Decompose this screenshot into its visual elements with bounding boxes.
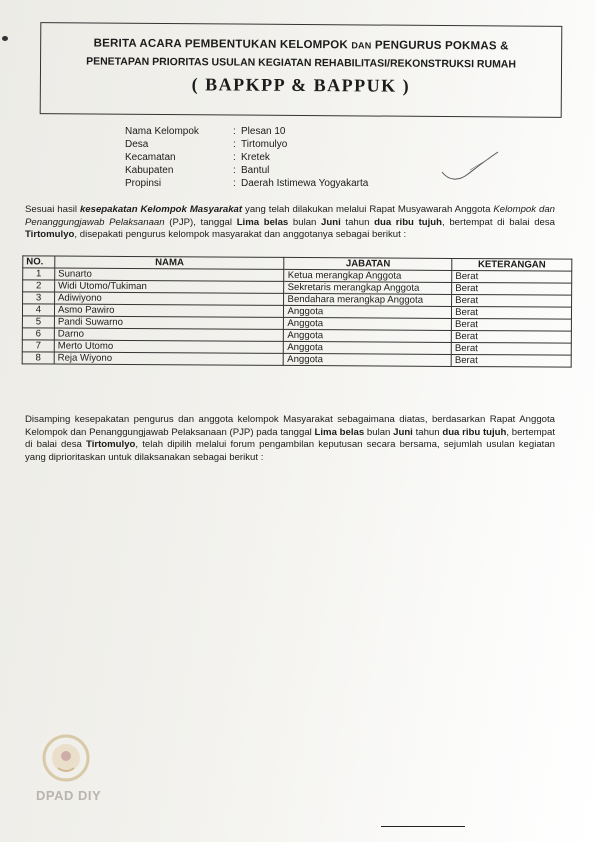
archive-watermark: DPAD DIY — [36, 788, 102, 803]
info-value: Daerah Istimewa Yogyakarta — [241, 178, 369, 189]
info-row — [125, 177, 368, 190]
cell-no: 3 — [23, 292, 55, 304]
text: Disamping kesepakatan pengurus dan anggota kelompok Masyarakat sebagaimana diatas, berdasarkan Rapat Anggota Kelompok dan Penanggungjawab Pelaksanaan (PJP) pada tanggal — [25, 414, 555, 438]
info-separator: : — [233, 178, 236, 189]
cell-nama: Sunarto — [55, 268, 285, 281]
cell-nama: Reja Wiyono — [54, 352, 284, 365]
cell-keterangan: Berat — [451, 342, 571, 355]
info-label: Kabupaten — [125, 165, 174, 176]
col-header-no: NO. — [23, 256, 55, 268]
cell-jabatan: Anggota — [284, 305, 452, 318]
cell-no: 4 — [22, 304, 54, 316]
text: bulan — [364, 426, 394, 438]
cell-keterangan: Berat — [451, 354, 571, 367]
title-line-1-main: BERITA ACARA PEMBENTUKAN KELOMPOK — [93, 37, 349, 52]
col-header-jabatan: JABATAN — [284, 257, 452, 270]
info-separator: : — [233, 126, 236, 137]
date-day: Lima belas — [236, 216, 289, 228]
village-name: Tirtomulyo — [25, 229, 75, 240]
col-header-keterangan: KETERANGAN — [452, 258, 572, 271]
title-line-1 — [41, 37, 561, 53]
footer-rule — [381, 826, 465, 827]
group-info — [125, 125, 368, 190]
info-row — [125, 151, 368, 164]
info-label: Kecamatan — [125, 152, 176, 163]
info-label: Desa — [125, 139, 149, 150]
date-month: Juni — [393, 426, 413, 438]
info-value: Tirtomulyo — [241, 139, 288, 150]
cell-jabatan: Anggota — [284, 329, 452, 342]
info-value: Plesan 10 — [241, 126, 286, 137]
archive-seal-icon — [36, 728, 96, 788]
emphasis-text: kesepakatan Kelompok Masyarakat — [79, 204, 243, 215]
cell-jabatan: Ketua merangkap Anggota — [284, 269, 452, 282]
cell-nama: Widi Utomo/Tukiman — [55, 280, 285, 293]
info-label: Nama Kelompok — [125, 126, 199, 137]
info-row — [125, 125, 368, 138]
cell-nama: Darno — [54, 328, 284, 341]
text: tahun — [412, 426, 443, 438]
title-box — [40, 22, 563, 118]
info-separator: : — [233, 139, 236, 150]
text: , telah dipilih melalui forum pengambilan keputusan secara bersama, sejumlah usulan kegiatan yang diprioritaskan untuk dilaksanakan sebagai berikut : — [25, 439, 555, 463]
cell-keterangan: Berat — [452, 306, 572, 319]
info-value: Bantul — [241, 165, 270, 176]
cell-nama: Pandi Suwarno — [54, 316, 284, 329]
paragraph-priority — [25, 414, 555, 464]
info-row — [125, 138, 368, 151]
cell-no: 1 — [23, 268, 55, 280]
punch-hole-mark — [2, 36, 8, 41]
cell-nama: Adiwiyono — [55, 292, 285, 305]
info-label: Propinsi — [125, 178, 162, 189]
text: bulan — [288, 216, 322, 228]
text: , disepakati pengurus kelompok masyarakat dan anggotanya sebagai berikut : — [74, 229, 407, 240]
cell-jabatan: Sekretaris merangkap Anggota — [284, 281, 452, 294]
title-line-1-end: PENGURUS POKMAS & — [374, 39, 509, 53]
title-line-1-small: DAN — [351, 40, 372, 51]
cell-no: 6 — [22, 328, 54, 340]
date-day: Lima belas — [314, 426, 365, 438]
text: Sesuai hasil — [25, 204, 80, 215]
cell-keterangan: Berat — [452, 294, 572, 307]
signature-mark — [440, 150, 500, 188]
text: , bertempat di balai desa — [25, 426, 555, 450]
cell-jabatan: Bendahara merangkap Anggota — [284, 293, 452, 306]
cell-keterangan: Berat — [452, 318, 572, 331]
cell-keterangan: Berat — [452, 270, 572, 283]
info-separator: : — [233, 152, 236, 163]
col-header-nama: NAMA — [55, 256, 285, 269]
text: tahun — [340, 216, 375, 228]
table-row — [22, 352, 571, 367]
info-row — [125, 164, 368, 177]
date-year: dua ribu tujuh — [374, 216, 443, 228]
text: yang telah dilakukan melalui Rapat Musyawarah Anggota — [242, 204, 494, 215]
cell-no: 7 — [22, 340, 54, 352]
paragraph-agreement — [25, 204, 555, 242]
cell-jabatan: Anggota — [284, 317, 452, 330]
text: (PJP), tanggal — [164, 216, 237, 228]
info-value: Kretek — [241, 152, 270, 163]
cell-no: 2 — [23, 280, 55, 292]
cell-keterangan: Berat — [451, 330, 571, 343]
cell-jabatan: Anggota — [284, 341, 452, 354]
title-abbreviation: ( BAPKPP & BAPPUK ) — [191, 74, 411, 96]
members-table — [22, 255, 573, 367]
date-month: Juni — [321, 216, 341, 228]
text: , bertempat di balai desa — [442, 216, 556, 228]
cell-no: 8 — [22, 352, 54, 364]
cell-jabatan: Anggota — [284, 353, 452, 366]
date-year: dua ribu tujuh — [442, 426, 507, 438]
cell-nama: Merto Utomo — [54, 340, 284, 353]
cell-keterangan: Berat — [452, 282, 572, 295]
title-line-2: PENETAPAN PRIORITAS USULAN KEGIATAN REHABILITASI/REKONSTRUKSI RUMAH — [86, 55, 517, 71]
cell-nama: Asmo Pawiro — [54, 304, 284, 317]
italic-text: Kelompok dan Penanggungjawab Pelaksanaan — [25, 204, 555, 228]
village-name: Tirtomulyo — [86, 439, 136, 450]
info-separator: : — [233, 165, 236, 176]
cell-no: 5 — [22, 316, 54, 328]
